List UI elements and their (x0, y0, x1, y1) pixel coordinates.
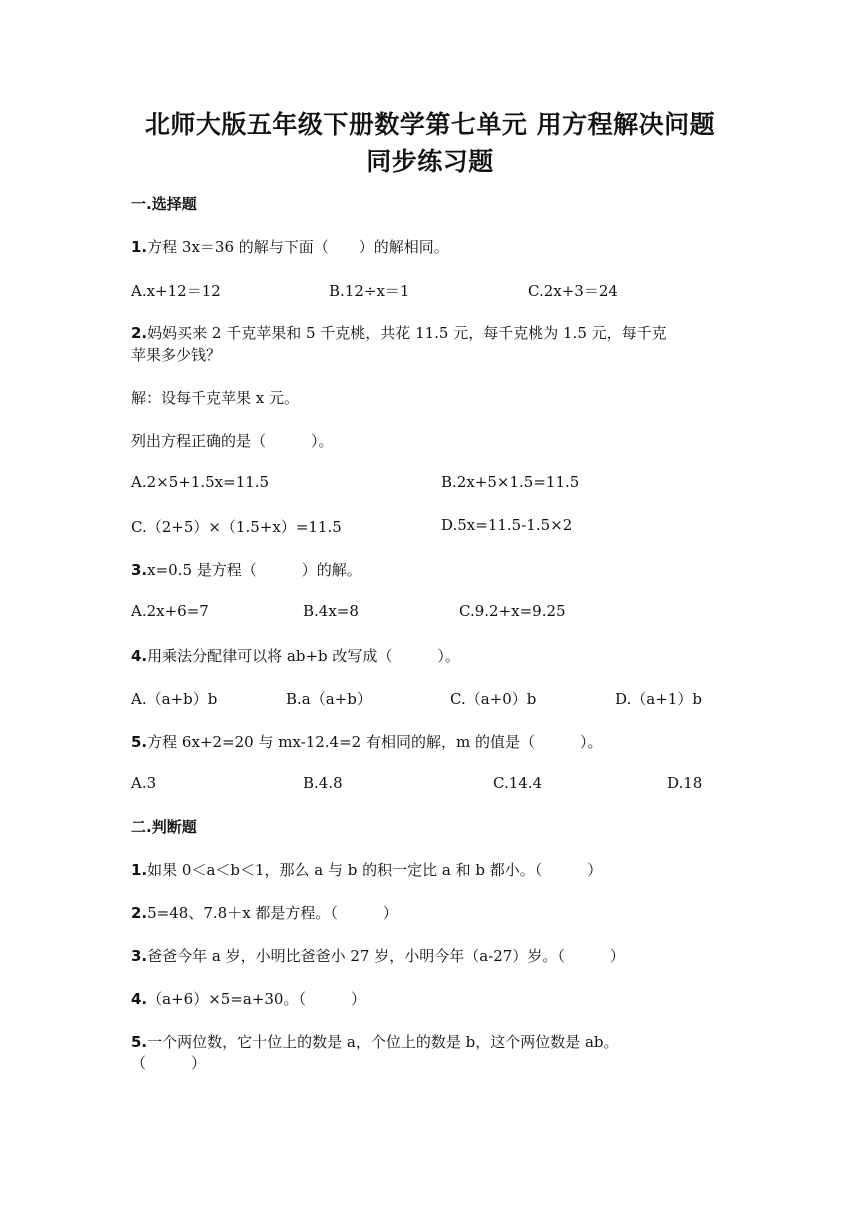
question-number: 3. (131, 561, 148, 579)
question-2-prompt: 列出方程正确的是（ ）。 (131, 432, 334, 450)
option-c: C.9.2+x=9.25 (459, 602, 566, 620)
judge-2 (131, 902, 398, 923)
option-d: D.（a+1）b (615, 690, 702, 708)
option-a: A.2x+6=7 (131, 602, 209, 620)
question-text: 用乘法分配律可以将 ab+b 改写成（ ）。 (147, 647, 460, 665)
question-number: 1. (131, 238, 148, 256)
question-text: 方程 3x＝36 的解与下面（ ）的解相同。 (147, 238, 449, 256)
question-text: 方程 6x+2=20 与 mx-12.4=2 有相同的解，m 的值是（ ）。 (147, 733, 603, 751)
judge-4 (131, 988, 366, 1009)
option-c: C.14.4 (493, 774, 543, 792)
option-a: A.2×5+1.5x=11.5 (131, 473, 270, 491)
judge-5 (131, 1031, 619, 1052)
option-b: B.4x=8 (303, 602, 359, 620)
section-choice-heading: 一.选择题 (131, 195, 197, 213)
question-text: 5=48、7.8＋x 都是方程。（ ） (147, 904, 398, 922)
question-5 (131, 731, 602, 752)
option-c: C.2x+3＝24 (528, 282, 618, 300)
question-2 (131, 322, 667, 343)
option-d: D.5x=11.5-1.5×2 (441, 516, 573, 534)
judge-3 (131, 945, 625, 966)
question-text: 爸爸今年 a 岁，小明比爸爸小 27 岁，小明今年（a-27）岁。（ ） (147, 947, 625, 965)
question-number: 2. (131, 904, 148, 922)
question-3 (131, 559, 362, 580)
option-b: B.a（a+b） (286, 690, 372, 708)
question-number: 2. (131, 324, 148, 342)
option-c: C.（a+0）b (450, 690, 537, 708)
question-text: 一个两位数，它十位上的数是 a，个位上的数是 b，这个两位数是 ab。 (147, 1033, 619, 1051)
question-1 (131, 236, 449, 257)
question-4 (131, 645, 460, 666)
option-a: A.（a+b）b (131, 690, 218, 708)
option-b: B.4.8 (303, 774, 343, 792)
page-subtitle: 同步练习题 (366, 147, 494, 176)
option-b: B.2x+5×1.5=11.5 (441, 473, 580, 491)
judge-5-answer-blank: （ ） (131, 1054, 207, 1072)
option-a: A.x+12＝12 (131, 282, 221, 300)
question-text: （a+6）×5=a+30。（ ） (147, 990, 366, 1008)
section-judge-heading: 二.判断题 (131, 818, 197, 836)
question-text: x=0.5 是方程（ ）的解。 (147, 561, 362, 579)
judge-1 (131, 859, 602, 880)
question-number: 1. (131, 861, 148, 879)
question-number: 5. (131, 733, 148, 751)
question-number: 4. (131, 647, 148, 665)
question-text: 妈妈买来 2 千克苹果和 5 千克桃，共花 11.5 元，每千克桃为 1.5 元，每千克 (147, 324, 667, 342)
option-d: D.18 (667, 774, 703, 792)
question-number: 5. (131, 1033, 148, 1051)
question-number: 4. (131, 990, 148, 1008)
question-text: 如果 0＜a＜b＜1，那么 a 与 b 的积一定比 a 和 b 都小。（ ） (147, 861, 603, 879)
option-c: C.（2+5）×（1.5+x）=11.5 (131, 518, 342, 536)
question-number: 3. (131, 947, 148, 965)
page-title: 北师大版五年级下册数学第七单元 用方程解决问题 (144, 110, 716, 139)
option-a: A.3 (131, 774, 157, 792)
question-2-solution: 解：设每千克苹果 x 元。 (131, 389, 299, 407)
question-2-line2: 苹果多少钱？ (131, 346, 222, 364)
option-b: B.12÷x＝1 (329, 282, 410, 300)
